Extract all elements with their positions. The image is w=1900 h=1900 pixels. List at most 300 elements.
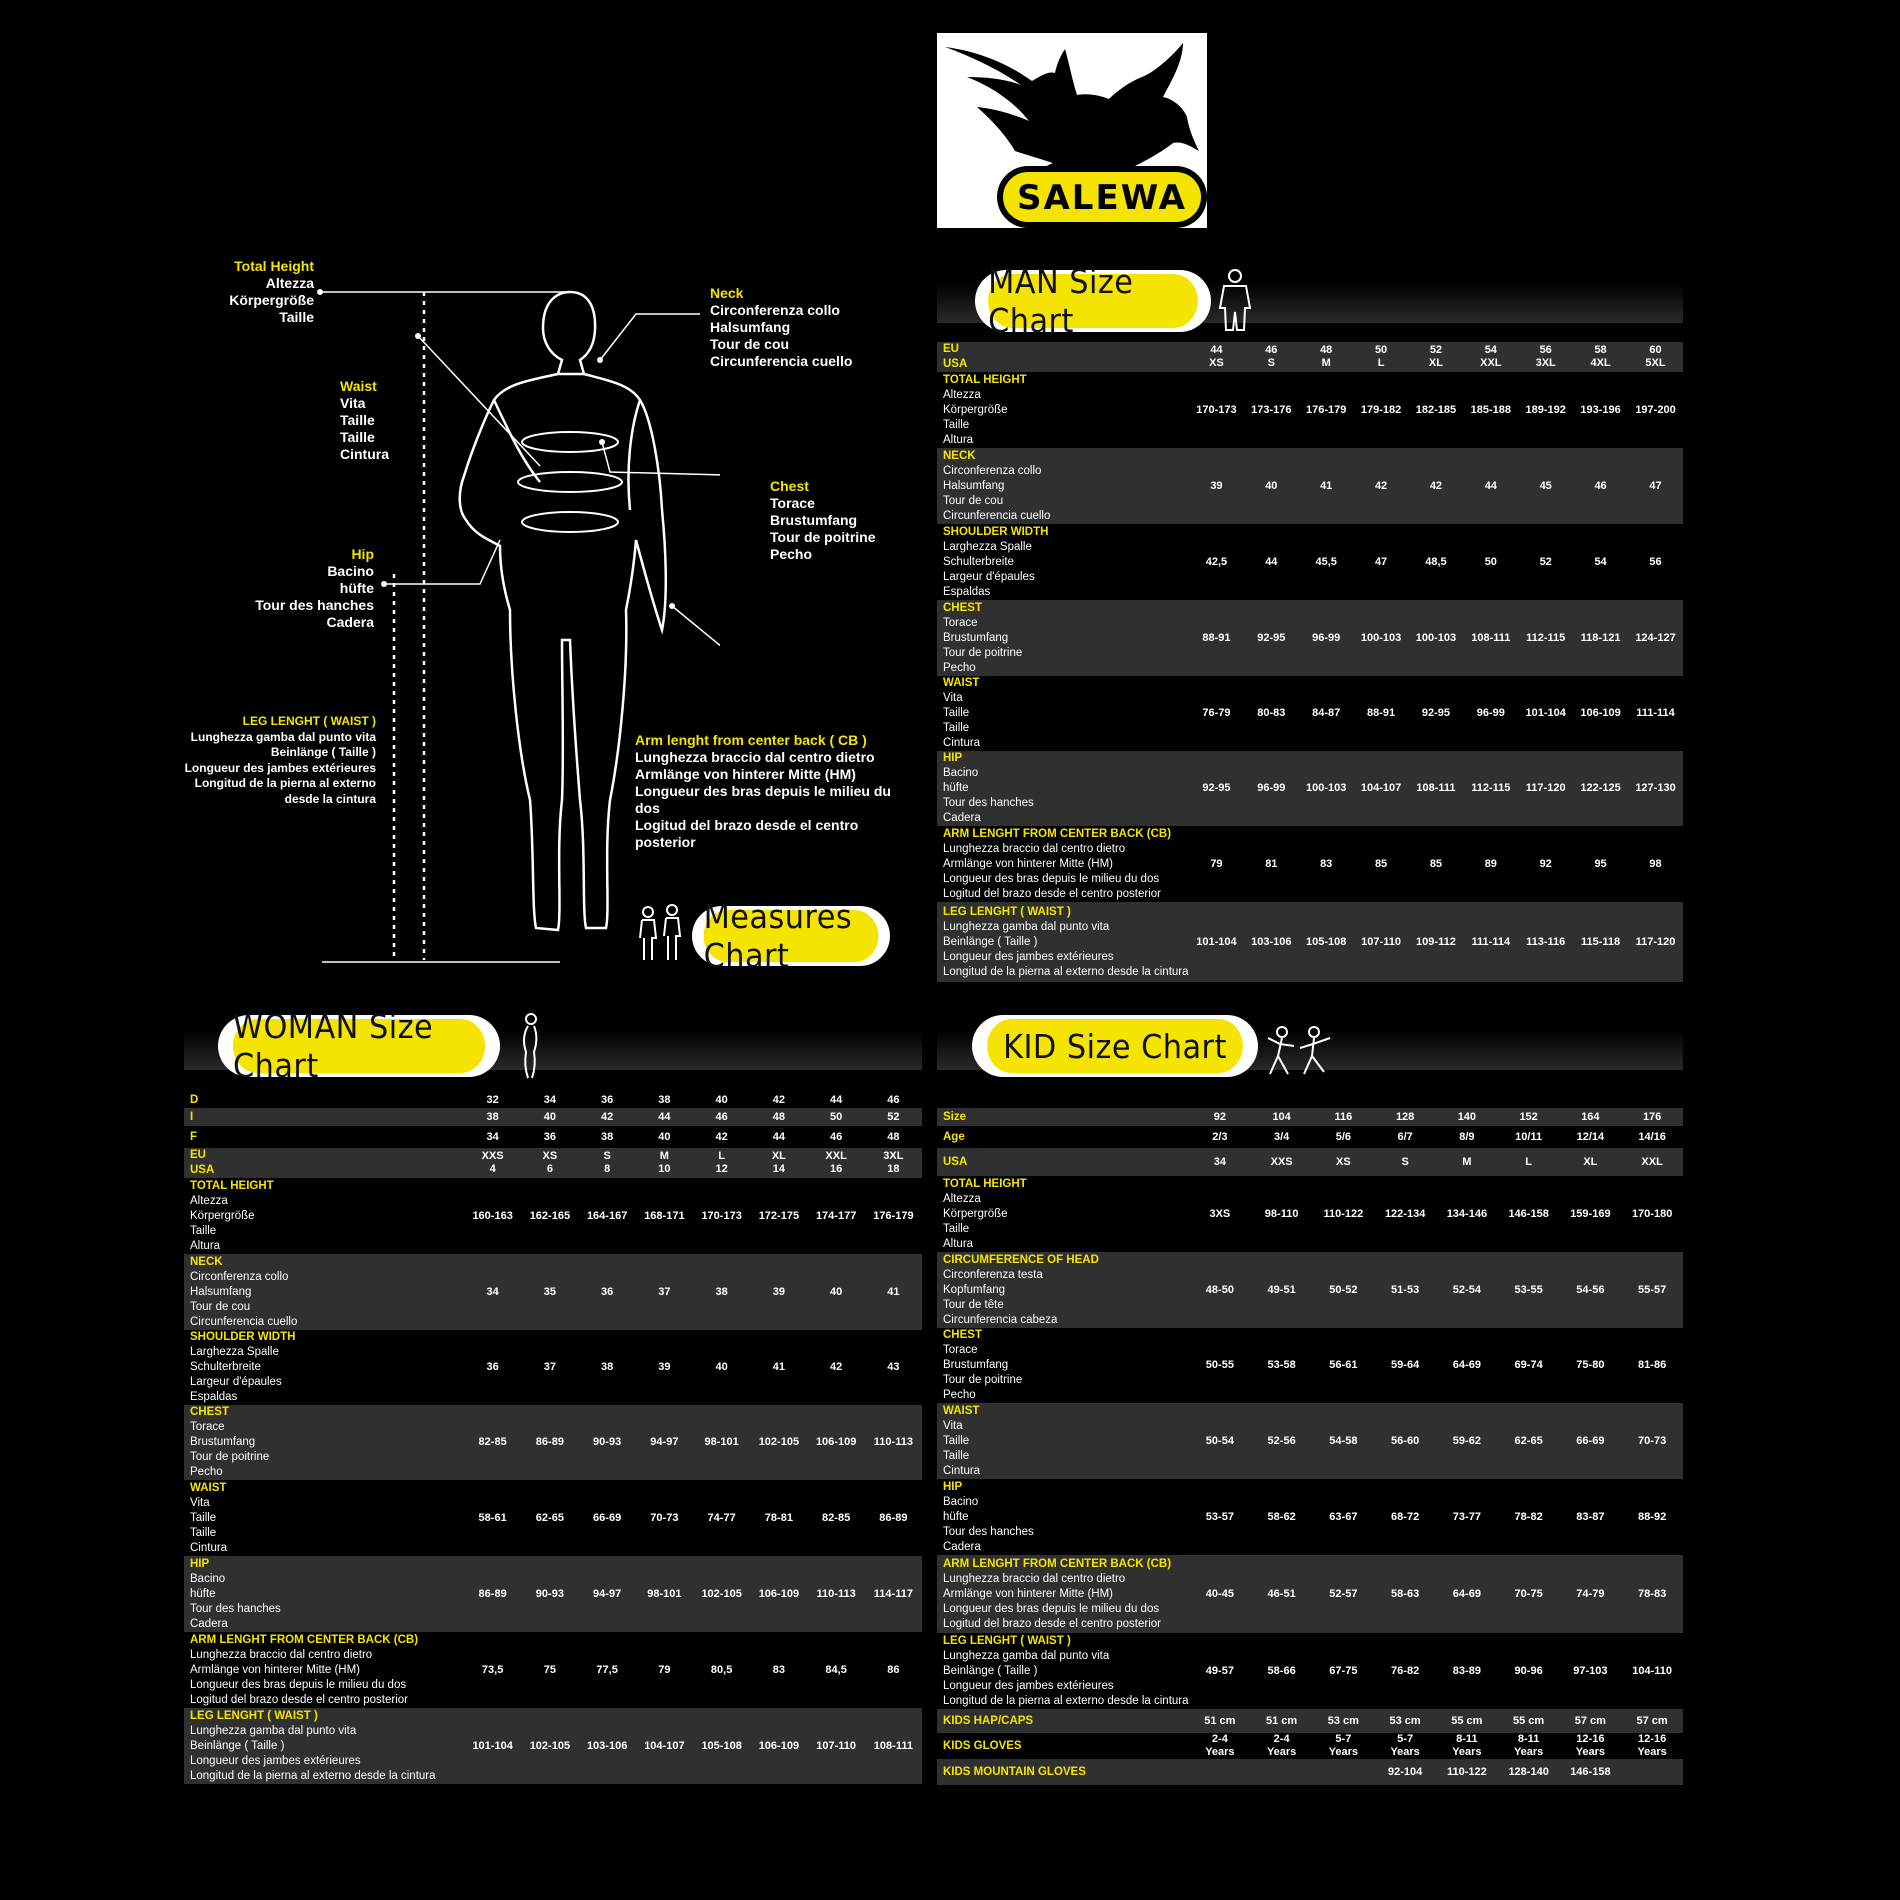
table-cell: 51 cm	[1251, 1709, 1313, 1733]
table-cell: 75	[521, 1632, 578, 1708]
row-label	[937, 1403, 1189, 1479]
row-title: Age	[943, 1130, 965, 1143]
row-translation: Cintura	[943, 1464, 981, 1477]
row-translation: Altura	[190, 1239, 221, 1252]
table-cell	[1573, 342, 1628, 372]
table-cell: XXS	[1251, 1148, 1313, 1176]
table-cell: 106-109	[750, 1708, 807, 1784]
table-row	[184, 1405, 922, 1480]
cell-value: 5XL	[1645, 357, 1666, 369]
table-row	[937, 1176, 1683, 1252]
row-translation: Taille	[943, 418, 970, 431]
kid-size-table	[937, 1108, 1683, 1785]
row-translation: Cadera	[943, 812, 981, 824]
table-cell: 105-108	[693, 1708, 750, 1784]
table-cell: 42	[808, 1330, 865, 1405]
table-cell: 59-62	[1436, 1403, 1498, 1479]
cell-value: M	[1321, 357, 1331, 369]
row-label	[184, 1108, 464, 1126]
row-translation: Circonferenza testa	[943, 1268, 1043, 1281]
table-cell: 107-110	[808, 1708, 865, 1784]
row-translation: Tour des hanches	[943, 1525, 1034, 1538]
cell-value: 12	[715, 1163, 728, 1175]
row-title: NECK	[190, 1255, 223, 1268]
cell-value: XL	[1428, 357, 1443, 369]
table-cell: 42,5	[1189, 524, 1244, 600]
table-cell: 176	[1621, 1108, 1683, 1126]
row-translation: Circunferencia cuello	[190, 1315, 298, 1328]
row-translation: Espaldas	[190, 1391, 238, 1403]
table-cell: 77,5	[579, 1632, 636, 1708]
table-cell: 41	[750, 1330, 807, 1405]
table-cell: 40	[636, 1126, 693, 1148]
table-cell: 104-110	[1621, 1633, 1683, 1709]
table-cell: 34	[1189, 1148, 1251, 1176]
label-total-height: Total Height Altezza Körpergröße Taille	[229, 258, 314, 325]
row-translation: hüfte	[190, 1587, 216, 1600]
table-cell: 86-89	[464, 1556, 521, 1632]
row-translation: Altezza	[943, 388, 981, 401]
row-translation: Kopfumfang	[943, 1283, 1006, 1296]
row-label	[184, 1480, 464, 1556]
table-cell: 56-61	[1313, 1328, 1375, 1403]
row-label	[937, 1252, 1189, 1328]
table-cell: 124-127	[1628, 600, 1683, 676]
table-cell: 116	[1313, 1108, 1375, 1126]
table-row	[937, 1555, 1683, 1633]
table-cell: 83-89	[1436, 1633, 1498, 1709]
table-cell: 39	[750, 1254, 807, 1330]
table-cell: 80-83	[1244, 676, 1299, 751]
table-cell: 14/16	[1621, 1126, 1683, 1148]
table-cell	[750, 1148, 807, 1178]
table-cell	[1189, 342, 1244, 372]
table-cell: 97-103	[1560, 1633, 1622, 1709]
cell-value: 2-4	[1211, 1733, 1228, 1745]
row-translation: Longitud de la pierna al externo desde la cintura	[943, 1694, 1189, 1707]
row-label	[937, 751, 1189, 826]
cell-value: 4XL	[1590, 357, 1611, 369]
row-title: KIDS GLOVES	[943, 1739, 1022, 1752]
table-cell: 117-120	[1628, 902, 1683, 982]
row-title: LEG LENGHT ( WAIST )	[943, 1634, 1071, 1647]
row-translation: Logitud del brazo desde el centro posterior	[943, 1617, 1162, 1630]
table-cell: 88-92	[1621, 1479, 1683, 1555]
table-cell: 44	[750, 1126, 807, 1148]
row-translation: Taille	[943, 1434, 970, 1447]
row-label	[937, 1176, 1189, 1252]
table-cell: 42	[750, 1092, 807, 1108]
table-cell: 90-93	[521, 1556, 578, 1632]
table-cell: 44	[1244, 524, 1299, 600]
table-cell: 79	[1189, 826, 1244, 902]
table-cell: 83	[1299, 826, 1354, 902]
row-label	[937, 1633, 1189, 1709]
row-label	[937, 1733, 1189, 1759]
table-cell: 54-56	[1560, 1252, 1622, 1328]
man-size-table	[937, 342, 1683, 982]
row-label	[937, 1108, 1189, 1126]
table-cell: 36	[579, 1254, 636, 1330]
table-cell	[521, 1148, 578, 1178]
row-title: KIDS MOUNTAIN GLOVES	[943, 1765, 1086, 1778]
table-cell: 51-53	[1374, 1252, 1436, 1328]
row-label	[184, 1126, 464, 1148]
table-cell: 64-69	[1436, 1328, 1498, 1403]
cell-value: 8-11	[1456, 1733, 1478, 1745]
table-cell: 39	[636, 1330, 693, 1405]
cell-value: 8	[604, 1163, 611, 1175]
table-cell: 98-101	[636, 1556, 693, 1632]
table-cell: 86	[865, 1632, 922, 1708]
table-row	[184, 1330, 922, 1405]
row-title: HIP	[943, 752, 963, 764]
row-label	[184, 1405, 464, 1480]
table-cell: 10/11	[1498, 1126, 1560, 1148]
eagle-icon	[937, 33, 1207, 228]
table-row	[184, 1178, 922, 1254]
table-cell: 182-185	[1409, 372, 1464, 448]
table-row	[184, 1480, 922, 1556]
row-translation: Largeur d'épaules	[943, 570, 1035, 583]
row-title: TOTAL HEIGHT	[943, 1177, 1027, 1190]
row-title: ARM LENGHT FROM CENTER BACK (CB)	[943, 827, 1172, 840]
row-translation: Bacino	[943, 767, 979, 779]
row-translation: Armlänge von hinterer Mitte (HM)	[190, 1663, 360, 1676]
salewa-logo	[937, 33, 1207, 228]
table-cell: 40	[521, 1108, 578, 1126]
table-cell: 100-103	[1299, 751, 1354, 826]
table-cell	[1560, 1733, 1622, 1759]
row-translation: Brustumfang	[943, 631, 1009, 644]
table-cell: 106-109	[750, 1556, 807, 1632]
table-row	[937, 1403, 1683, 1479]
table-cell: 47	[1628, 448, 1683, 524]
table-cell: 50-52	[1313, 1252, 1375, 1328]
table-cell: 38	[693, 1254, 750, 1330]
row-title: CHEST	[943, 1329, 982, 1341]
brand-name: SALEWA	[1017, 178, 1187, 218]
cell-value: 50	[1374, 344, 1388, 356]
row-translation: Halsumfang	[190, 1285, 252, 1298]
table-cell: 55 cm	[1436, 1709, 1498, 1733]
man-figure-icon	[1218, 268, 1252, 334]
table-cell: 102-105	[750, 1405, 807, 1480]
table-cell: 70-75	[1498, 1555, 1560, 1633]
table-cell: 193-196	[1573, 372, 1628, 448]
cell-value: Years	[1205, 1746, 1235, 1758]
table-cell: 42	[1354, 448, 1409, 524]
table-cell: 46	[1573, 448, 1628, 524]
table-cell	[693, 1148, 750, 1178]
table-cell: 48	[865, 1126, 922, 1148]
table-cell: 52	[865, 1108, 922, 1126]
table-cell: 62-65	[521, 1480, 578, 1556]
row-label	[937, 1479, 1189, 1555]
table-cell	[1299, 342, 1354, 372]
measures-chart-title: Measures Chart	[704, 910, 879, 962]
cell-value: Years	[1452, 1746, 1482, 1758]
row-translation: Longueur des jambes extérieures	[943, 1679, 1114, 1692]
table-cell: 54-58	[1313, 1403, 1375, 1479]
table-cell	[1621, 1759, 1683, 1785]
table-cell: L	[1498, 1148, 1560, 1176]
table-cell: 96-99	[1299, 600, 1354, 676]
row-translation: Vita	[190, 1496, 210, 1509]
row-translation: Vita	[943, 692, 963, 704]
table-cell	[1409, 342, 1464, 372]
row-title: LEG LENGHT ( WAIST )	[190, 1709, 318, 1722]
table-cell: 46	[808, 1126, 865, 1148]
table-cell: 3/4	[1251, 1126, 1313, 1148]
cell-value: Years	[1266, 1746, 1297, 1758]
row-title: Size	[943, 1110, 967, 1123]
table-cell: 56	[1628, 524, 1683, 600]
table-row	[184, 1556, 922, 1632]
row-translation: Altezza	[190, 1194, 228, 1207]
cell-value: 3XL	[1535, 357, 1556, 369]
cell-value: 2-4	[1273, 1733, 1290, 1745]
row-title: WAIST	[943, 677, 980, 689]
table-cell: 134-146	[1436, 1176, 1498, 1252]
table-cell: 66-69	[579, 1480, 636, 1556]
table-cell	[1518, 342, 1573, 372]
label-chest: Chest Torace Brustumfang Tour de poitrine Pecho	[770, 478, 876, 562]
table-cell: 101-104	[1189, 902, 1244, 982]
woman-figure-icon	[516, 1012, 544, 1080]
row-label	[184, 1632, 464, 1708]
table-cell: 42	[579, 1108, 636, 1126]
table-cell: 102-105	[521, 1708, 578, 1784]
table-cell: 86-89	[865, 1480, 922, 1556]
family-figures-icon	[634, 904, 684, 964]
row-label	[937, 524, 1189, 600]
row-translation: Altezza	[943, 1192, 981, 1205]
row-translation: Circunferencia cabeza	[943, 1313, 1058, 1326]
row-translation: Taille	[190, 1224, 217, 1237]
table-cell: 100-103	[1409, 600, 1464, 676]
table-cell: 50-55	[1189, 1328, 1251, 1403]
cell-value: 16	[830, 1163, 843, 1175]
row-translation: Torace	[190, 1421, 225, 1433]
table-cell	[1354, 342, 1409, 372]
table-cell	[1621, 1733, 1683, 1759]
table-row	[184, 1108, 922, 1126]
row-translation: Circonferenza collo	[190, 1270, 289, 1283]
row-translation: Armlänge von hinterer Mitte (HM)	[943, 857, 1113, 870]
table-cell: 168-171	[636, 1178, 693, 1254]
table-row	[184, 1632, 922, 1708]
row-title: WAIST	[190, 1481, 227, 1494]
table-cell: 118-121	[1573, 600, 1628, 676]
table-cell: 51 cm	[1189, 1709, 1251, 1733]
table-cell: 35	[521, 1254, 578, 1330]
table-cell: 36	[579, 1092, 636, 1108]
table-cell: 40	[1244, 448, 1299, 524]
table-cell: 106-109	[1573, 676, 1628, 751]
table-cell: 36	[464, 1330, 521, 1405]
table-cell: 127-130	[1628, 751, 1683, 826]
row-translation: Taille	[943, 1449, 970, 1462]
table-cell: 84,5	[808, 1632, 865, 1708]
label-waist: Waist Vita Taille Taille Cintura	[340, 378, 389, 462]
table-cell: 197-200	[1628, 372, 1683, 448]
row-label	[937, 1126, 1189, 1148]
cell-value: 58	[1594, 344, 1607, 356]
row-translation: Longitud de la pierna al externo desde la cintura	[190, 1769, 436, 1782]
man-title-pill	[975, 262, 1211, 340]
row-label	[184, 1178, 464, 1254]
table-cell: 36	[521, 1126, 578, 1148]
row-translation: Cadera	[190, 1617, 228, 1630]
table-cell: 63-67	[1313, 1479, 1375, 1555]
table-cell: M	[1436, 1148, 1498, 1176]
row-translation: Tour de poitrine	[943, 646, 1023, 659]
label-leg-length: LEG LENGHT ( WAIST ) Lunghezza gamba dal punto vita Beinlänge ( Taille ) Longueur des jambes extérieures Longitud de la pierna al externo desde la cintura	[184, 714, 376, 806]
table-cell: 164-167	[579, 1178, 636, 1254]
table-cell	[1313, 1733, 1375, 1759]
row-label	[937, 448, 1189, 524]
row-translation: Altura	[943, 433, 974, 446]
table-cell: 12/14	[1560, 1126, 1622, 1148]
measures-chart-title-pill	[692, 897, 890, 975]
table-cell: 107-110	[1354, 902, 1409, 982]
table-cell: 146-158	[1560, 1759, 1622, 1785]
row-label	[937, 1328, 1189, 1403]
table-cell	[1189, 1733, 1251, 1759]
table-cell: 104-107	[1354, 751, 1409, 826]
row-translation: Tour de tête	[943, 1298, 1004, 1311]
table-cell: 64-69	[1436, 1555, 1498, 1633]
table-cell: 152	[1498, 1108, 1560, 1126]
table-cell: 48,5	[1409, 524, 1464, 600]
row-translation: Longueur des jambes extérieures	[943, 950, 1114, 963]
table-cell: 76-82	[1374, 1633, 1436, 1709]
table-cell: 70-73	[1621, 1403, 1683, 1479]
row-translation: Pecho	[943, 661, 976, 674]
table-cell: 95	[1573, 826, 1628, 902]
table-cell: 37	[521, 1330, 578, 1405]
row-translation: Beinlänge ( Taille )	[943, 1664, 1038, 1677]
table-cell: 48-50	[1189, 1252, 1251, 1328]
table-cell: 110-122	[1436, 1759, 1498, 1785]
table-cell: 52-56	[1251, 1403, 1313, 1479]
cell-value: 8-11	[1517, 1733, 1540, 1745]
row-translation: Brustumfang	[190, 1436, 256, 1448]
table-cell: 54	[1573, 524, 1628, 600]
row-title: CHEST	[190, 1406, 229, 1418]
row-translation: Larghezza Spalle	[943, 540, 1032, 553]
table-cell	[1189, 1759, 1251, 1785]
table-cell: 58-66	[1251, 1633, 1313, 1709]
row-label	[937, 826, 1189, 902]
row-label	[184, 1330, 464, 1405]
table-cell: 94-97	[579, 1556, 636, 1632]
cell-value: Years	[1575, 1746, 1606, 1758]
table-cell: 92-95	[1189, 751, 1244, 826]
table-cell: 94-97	[636, 1405, 693, 1480]
table-row	[937, 1709, 1683, 1733]
table-cell: 40	[808, 1254, 865, 1330]
table-cell: 104-107	[636, 1708, 693, 1784]
row-translation: Cintura	[943, 737, 981, 749]
table-cell: 174-177	[808, 1178, 865, 1254]
table-cell: 117-120	[1518, 751, 1573, 826]
table-cell: 34	[464, 1254, 521, 1330]
table-cell: 106-109	[808, 1405, 865, 1480]
table-cell: 185-188	[1463, 372, 1518, 448]
row-translation: Longueur des bras depuis le milieu du dos	[943, 872, 1160, 885]
cell-value: Years	[1637, 1746, 1667, 1758]
table-cell: 83	[750, 1632, 807, 1708]
cell-value: 48	[1320, 344, 1333, 356]
row-translation: Longueur des bras depuis le milieu du dos	[943, 1602, 1160, 1615]
table-cell: 176-179	[1299, 372, 1354, 448]
table-cell: 58-63	[1374, 1555, 1436, 1633]
table-cell: 40-45	[1189, 1555, 1251, 1633]
table-cell: S	[1374, 1148, 1436, 1176]
table-cell: 122-125	[1573, 751, 1628, 826]
table-cell	[1498, 1733, 1560, 1759]
row-title: USA	[943, 1155, 968, 1168]
table-cell: 52-57	[1313, 1555, 1375, 1633]
row-translation: Longueur des jambes extérieures	[190, 1754, 361, 1767]
row-label	[184, 1092, 464, 1108]
table-cell: 162-165	[521, 1178, 578, 1254]
table-cell: 179-182	[1354, 372, 1409, 448]
table-cell	[636, 1148, 693, 1178]
table-cell: 5/6	[1313, 1126, 1375, 1148]
row-translation: Pecho	[943, 1389, 976, 1401]
table-cell: 78-81	[750, 1480, 807, 1556]
table-cell: 82-85	[464, 1405, 521, 1480]
table-cell: 170-173	[1189, 372, 1244, 448]
table-cell: 92	[1189, 1108, 1251, 1126]
row-label	[937, 902, 1189, 982]
table-cell: 89	[1463, 826, 1518, 902]
row-translation: Körpergröße	[943, 1207, 1008, 1220]
cell-value: XXL	[1480, 357, 1502, 369]
table-cell: 38	[579, 1330, 636, 1405]
table-cell: 38	[579, 1126, 636, 1148]
table-row	[937, 676, 1683, 751]
table-row	[937, 1733, 1683, 1759]
cell-value: Years	[1328, 1746, 1359, 1758]
row-label	[937, 1555, 1189, 1633]
table-cell: 140	[1436, 1108, 1498, 1126]
table-cell: 90-93	[579, 1405, 636, 1480]
row-title: CHEST	[943, 601, 982, 614]
row-translation: Lunghezza braccio dal centro dietro	[943, 842, 1126, 855]
table-cell: 53 cm	[1374, 1709, 1436, 1733]
table-cell: 41	[865, 1254, 922, 1330]
table-cell: 85	[1409, 826, 1464, 902]
cell-value: 18	[887, 1163, 900, 1175]
row-translation: Circonferenza collo	[943, 464, 1042, 477]
row-translation: Torace	[943, 616, 978, 629]
table-cell: 44	[1463, 448, 1518, 524]
table-cell: 53-58	[1251, 1328, 1313, 1403]
table-row	[184, 1148, 922, 1178]
table-cell: 102-105	[693, 1556, 750, 1632]
row-title: TOTAL HEIGHT	[190, 1179, 274, 1192]
table-cell: 88-91	[1189, 600, 1244, 676]
table-cell: 160-163	[464, 1178, 521, 1254]
row-label	[184, 1556, 464, 1632]
table-cell: 176-179	[865, 1178, 922, 1254]
table-cell	[464, 1148, 521, 1178]
table-cell: 32	[464, 1092, 521, 1108]
